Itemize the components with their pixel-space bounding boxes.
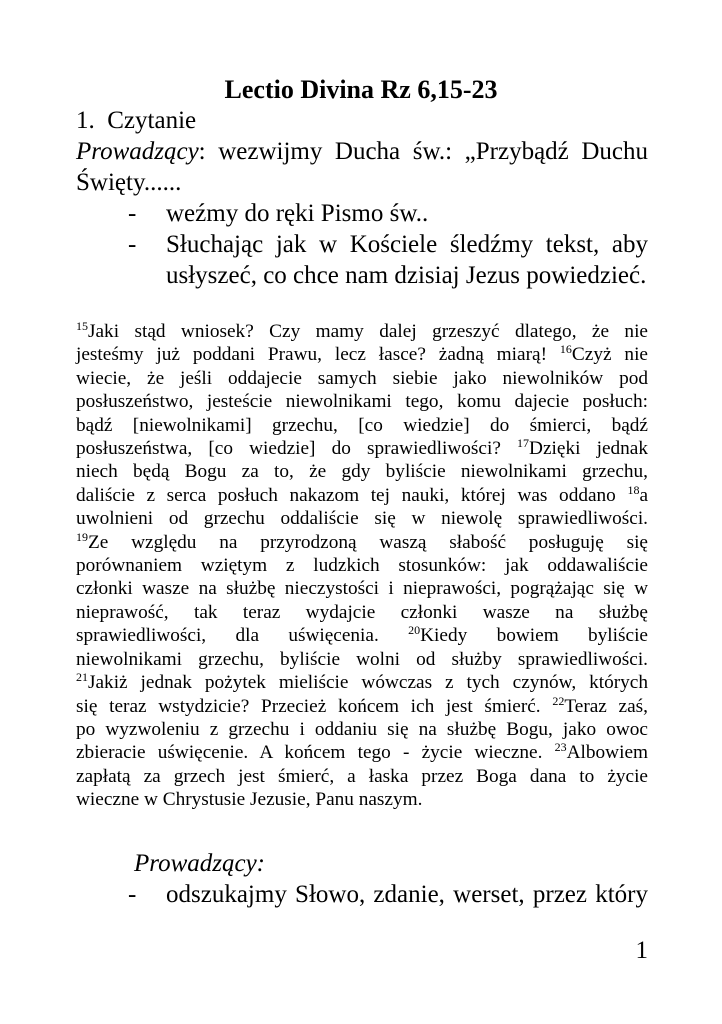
scripture-line: niech będą Bogu za to, że gdy byliście niewolnikami grzechu, (76, 461, 648, 483)
scripture-line: wieczne w Chrystusie Jezusie, Panu naszym. (76, 789, 423, 811)
heading-label: Czytanie (107, 107, 197, 134)
scripture-line: zapłatą za grzech jest śmierć, a łaska przez Boga dana to życie (76, 765, 648, 787)
step-text: weźmy do ręki Pismo św.. (166, 200, 429, 227)
scripture-line (76, 624, 648, 647)
verse-text: Kiedy bowiem byliście (420, 625, 648, 647)
verse-text: daliście z serca posłuch nakazom tej nauki, której was oddano (76, 484, 628, 506)
verse-text: a (639, 484, 648, 506)
scripture-line: uwolnieni od grzechu oddaliście się w niewolę sprawiedliwości. (76, 508, 648, 530)
verse-text: się teraz wstydzicie? Przecież końcem ich jest śmierć. (76, 695, 553, 717)
scripture-line: członki wasze na służbę nieczystości i nieprawości, pogrążając się w (76, 578, 648, 600)
section-heading (76, 105, 648, 136)
verse-text: jesteśmy już poddani Prawu, lecz łasce? żadną miarą! (76, 344, 560, 366)
verse-number: 16 (559, 342, 572, 357)
leader-colon: : (198, 138, 206, 165)
step-item (128, 879, 648, 910)
scripture-line: posłuszeństwo, jesteście niewolnikami tego, komu dajecie posłuch: (76, 391, 648, 413)
dash-bullet: - (128, 200, 137, 227)
scripture-line (76, 531, 648, 554)
leader-instruction (76, 136, 648, 167)
scripture-line (76, 437, 648, 460)
leader-label: Prowadzący (76, 138, 199, 165)
verse-number: 20 (408, 623, 421, 638)
step-item (128, 229, 648, 291)
scripture-line: bądź [niewolnikami] grzechu, [co wiedzie] do śmierci, bądź (76, 414, 648, 436)
leader-label-second: Prowadzący: (134, 850, 265, 877)
verse-number: 23 (554, 740, 567, 755)
verse-text: Ze względu na przyrodzoną waszą słabość posługuję się (88, 531, 648, 553)
leader-text: wezwijmy Ducha św.: „Przybądź Duchu (205, 138, 648, 165)
verse-number: 15 (76, 319, 88, 333)
scripture-line: po wyzwoleniu z grzechu i oddaniu się na służbę Bogu, jako owoc (76, 718, 648, 740)
scripture-line: niewolnikami grzechu, byliście wolni od służby sprawiedliwości. (76, 648, 648, 670)
document-title: Lectio Divina Rz 6,15-23 (224, 75, 498, 104)
verse-text: Teraz zaś, (564, 695, 648, 717)
scripture-line: wiecie, że jeśli oddajecie samych siebie jako niewolników pod (76, 367, 648, 389)
verse-text: Jaki stąd wniosek? Czy mamy dalej grzeszyć dlatego, że nie (88, 321, 648, 342)
scripture-line (76, 671, 648, 694)
reading-section (76, 105, 648, 291)
page-number: 1 (635, 937, 648, 964)
step-text: odszukajmy Słowo, zdanie, werset, przez który (166, 881, 648, 908)
step-text: Słuchając jak w Kościele śledźmy tekst, aby (166, 231, 648, 258)
scripture-line (76, 484, 648, 507)
verse-text: posłuszeństwa, [co wiedzie] do sprawiedliwości? (76, 438, 518, 460)
verse-text: sprawiedliwości, dla uświęcenia. (76, 625, 409, 647)
verse-text: Jakiż jednak pożytek mieliście wówczas z tych czynów, których (88, 672, 648, 694)
verse-text: Albowiem (566, 742, 648, 764)
verse-text: Czyż nie (571, 344, 648, 366)
step-item (128, 198, 648, 229)
scripture-passage (76, 320, 648, 812)
verse-number: 21 (76, 670, 88, 685)
dash-bullet: - (128, 881, 137, 908)
verse-number: 19 (76, 529, 88, 544)
scripture-line: nieprawość, tak teraz wydajcie członki wasze na służbę (76, 601, 648, 623)
scripture-line: porównaniem wziętym z ludzkich stosunków: jak oddawaliście (76, 555, 648, 577)
verse-number: 18 (627, 482, 640, 497)
scripture-line (76, 741, 648, 764)
scripture-line (76, 320, 648, 343)
verse-number: 22 (552, 693, 565, 708)
dash-bullet: - (128, 231, 137, 258)
verse-text: Dzięki jednak (529, 438, 648, 460)
verse-text: zbieracie uświęcenie. A końcem tego - życie wieczne. (76, 742, 555, 764)
leader-text-continued: Święty...... (76, 169, 182, 196)
scripture-line (76, 695, 648, 718)
verse-number: 17 (517, 436, 530, 451)
heading-number: 1. (76, 107, 95, 134)
step-text: usłyszeć, co chce nam dzisiaj Jezus powiedzieć. (166, 262, 647, 289)
scripture-line (76, 343, 648, 366)
